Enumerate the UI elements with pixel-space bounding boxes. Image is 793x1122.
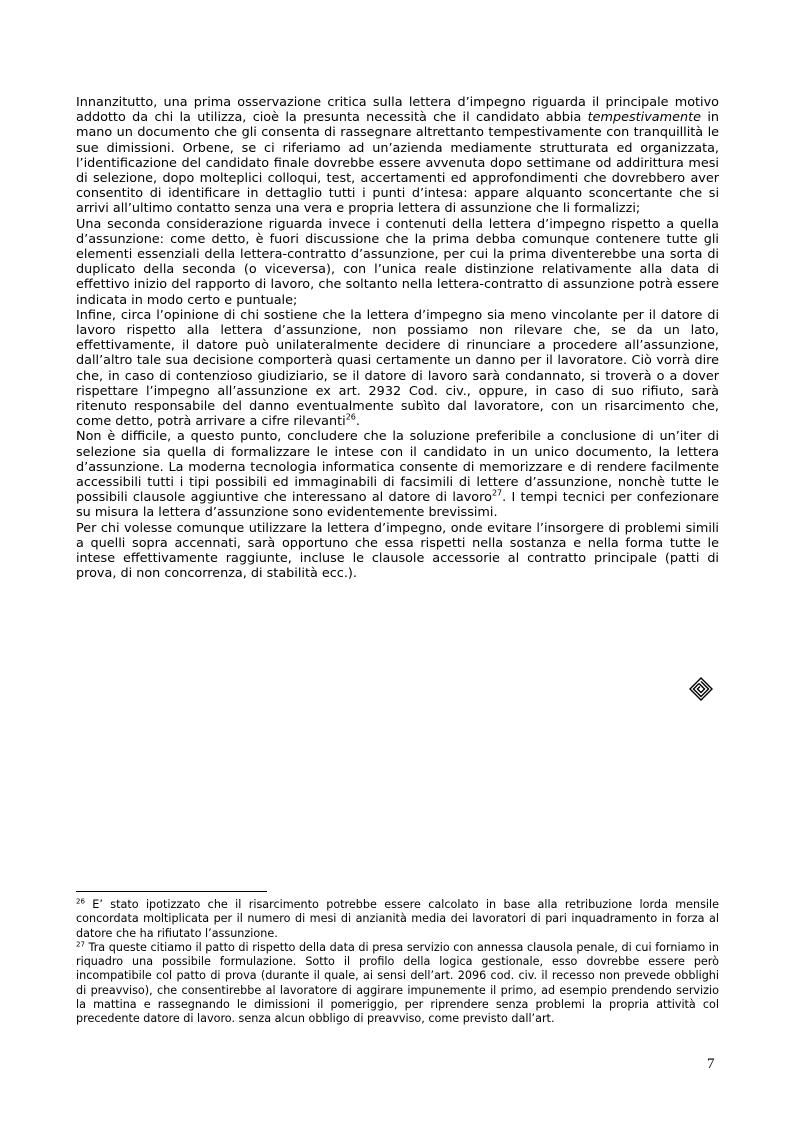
footnote-separator — [76, 891, 267, 892]
page-number: 7 — [707, 1056, 715, 1072]
paragraph-2: Una seconda considerazione riguarda invece i contenuti della lettera d’impegno rispetto a quella d’assunzione: come detto, è fuori discussione che la prima debba comunque contenere tutte gli elementi essenziali della lettera-contratto d’assunzione, per cui la prima diventerebbe una sorta di duplicato della seconda (o viceversa), con l’unica reale distinzione relativamente alla data di effettivo inizio del rapporto di lavoro, che soltanto nella lettera-contratto di assunzione potrà essere indicata in modo certo e puntuale; — [76, 216, 719, 308]
paragraph-5: Per chi volesse comunque utilizzare la lettera d’impegno, onde evitare l’insorgere di problemi simili a quelli sopra accennati, sarà opportuno che essa rispetti nella sostanza e nella forma tutte le intese effettivamente raggiunte, incluse le clausole accessorie al contratto principale (patti di prova, di non concorrenza, di stabilità ecc.). — [76, 520, 719, 582]
diamond-spiral-logo-icon — [689, 677, 713, 701]
paragraph-3-text: Infine, circa l’opinione di chi sostiene che la lettera d’impegno sia meno vincolante per il datore di lavoro rispetto alla lettera d’assunzione, non possiamo non rilevare che, se da un lato, effettivamente, il datore può unilateralmente decidere di rinunciare a procedere all’assunzione, dall’altro tale sua decisione comporterà quasi certamente un danno per il lavoratore. Ciò vorrà dire che, in caso di contenzioso giudiziario, se il datore di lavoro sarà condannato, si troverà o a dover rispettare l’impegno all’assunzione ex art. 2932 Cod. civ., oppure, in caso di suo rifiuto, sarà ritenuto responsabile del danno eventualmente subìto dal lavoratore, con un risarcimento che, come detto, potrà arrivare a cifre rilevanti — [76, 307, 719, 430]
paragraph-1 — [76, 95, 719, 217]
paragraph-3-end: . — [355, 414, 360, 430]
paragraph-4 — [76, 429, 719, 520]
footnote-number: 27 — [76, 940, 85, 949]
footnote-number: 26 — [76, 897, 85, 906]
emphasis-tempestivamente: tempestivamente — [587, 110, 701, 126]
paragraph-1-text-end: in mano un documento che gli consenta di rassegnare altrettanto tempestivamente con tranquillità le sue dimissioni. Orbene, se ci riferiamo ad un’azienda mediamente strutturata ed organizzata, l’identificazione del candidato finale dovrebbe essere avvenuta dopo settimane od addirittura mesi di selezione, dopo molteplici colloqui, test, accertamenti ed approfondimenti che dovrebbero aver consentito di identificare in dettaglio tutti i punti d’intesa: appare alquanto sconcertante che si arrivi all’ultimo contatto senza una vera e propria lettera di assunzione che li formalizzi; — [76, 110, 720, 217]
paragraph-4-end: . I tempi tecnici per confezionare su misura la lettera d’assunzione sono evidentemente brevissimi. — [76, 490, 720, 521]
footnote-26 — [76, 898, 719, 941]
paragraph-1-text-start: Innanzitutto, una prima osservazione critica sulla lettera d’impegno riguarda il principale motivo addotto da chi la utilizza, cioè la presunta necessità che il candidato abbia — [76, 95, 719, 126]
footnote-ref-27[interactable]: 27 — [491, 489, 503, 499]
footnote-text: E’ stato ipotizzato che il risarcimento potrebbe essere calcolato in base alla retribuzione lorda mensile concordata moltiplicata per il numero di mesi di anzianità media dei lavoratori di pari inquadramento in forza al datore che ha rifiutato l’assunzione. — [76, 898, 719, 940]
footnote-text: Tra queste citiamo il patto di rispetto della data di presa servizio con annessa clausola penale, di cui forniamo in riquadro una possibile formulazione. Sotto il profilo della logica gestionale, esso dovrebbe essere però incompatibile col patto di prova (durante il quale, ai sensi dell’art. 2096 cod. civ. il recesso non prevede obblighi di preavviso), che consentirebbe al lavoratore di aggirare impunemente il primo, ad esempio prendendo servizio la mattina e rassegnando le dimissioni il pomeriggio, per riprendere senza problemi la propria attività col precedente datore di lavoro. senza alcun obbligo di preavviso, come previsto dall’art. — [76, 940, 719, 1026]
body-text — [76, 95, 719, 582]
footnote-27 — [76, 941, 719, 1027]
footnotes — [76, 898, 719, 1027]
paragraph-4-text: Non è difficile, a questo punto, concludere che la soluzione preferibile a conclusione di un’iter di selezione sia quella di formalizzare le intese con il candidato in un unico documento, la lettera d’assunzione. La moderna tecnologia informatica consente di memorizzare e di rendere facilmente accessibili tutti i tipi possibili ed immaginabili di facsimili di lettere d’assunzione, nonchè tutte le possibili clausole aggiuntive che interessano al datore di lavoro — [76, 429, 719, 506]
paragraph-3 — [76, 308, 719, 430]
footnote-ref-26[interactable]: 26 — [345, 413, 356, 422]
